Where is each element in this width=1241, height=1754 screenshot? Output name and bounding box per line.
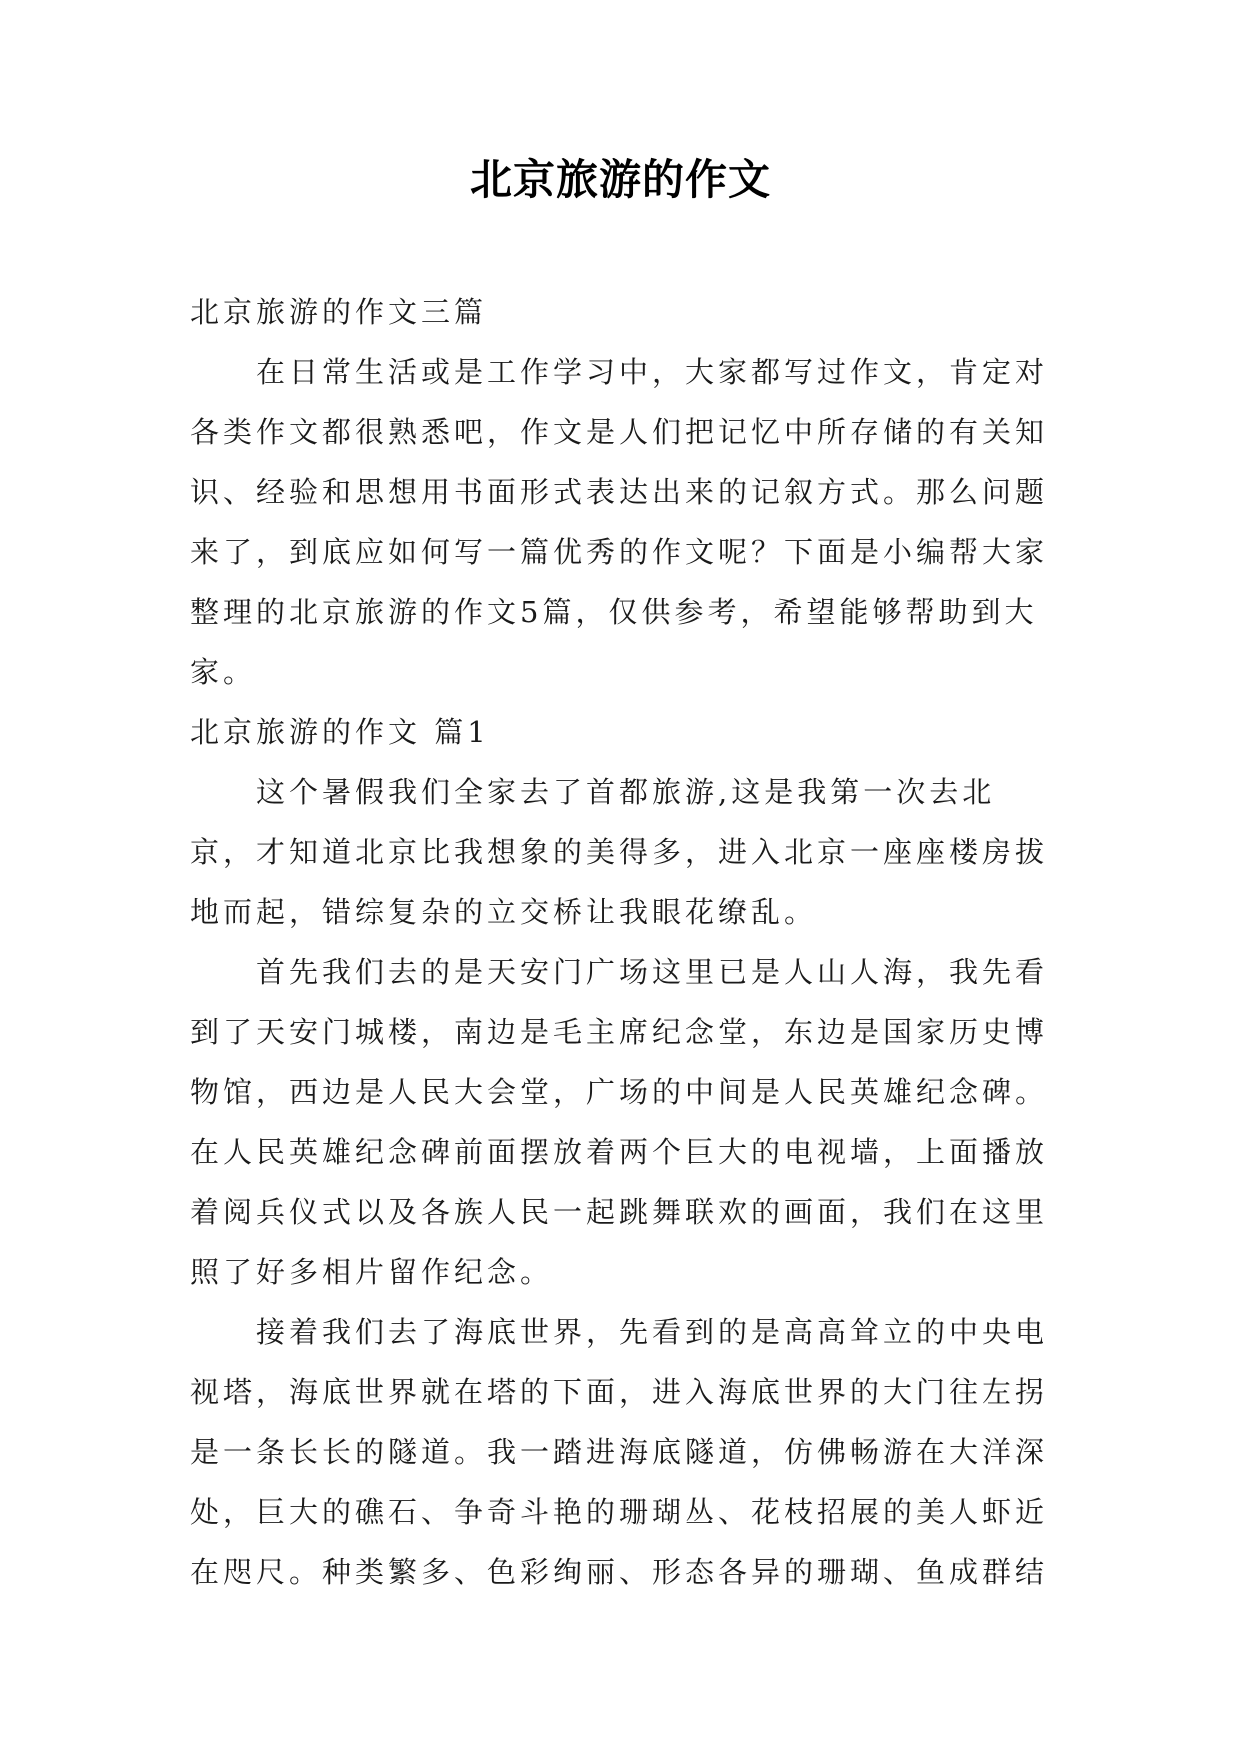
section-heading: 北京旅游的作文 篇1 bbox=[190, 715, 490, 749]
document-subtitle: 北京旅游的作文三篇 bbox=[190, 295, 488, 329]
intro-paragraph: 在日常生活或是工作学习中，大家都写过作文，肯定对各类作文都很熟悉吧，作文是人们把记忆中所存储的有关知识、经验和思想用书面形式表达出来的记叙方式。那么问题来了，到底应如何写一篇优秀的作文呢？下面是小编帮大家整理的北京旅游的作文5篇，仅供参考，希望能够帮助到大家。 bbox=[190, 355, 1049, 689]
body-paragraph: 首先我们去的是天安门广场这里已是人山人海，我先看到了天安门城楼，南边是毛主席纪念堂，东边是国家历史博物馆，西边是人民大会堂，广场的中间是人民英雄纪念碑。在人民英雄纪念碑前面摆放着两个巨大的电视墙，上面播放着阅兵仪式以及各族人民一起跳舞联欢的画面，我们在这里照了好多相片留作纪念。 bbox=[190, 955, 1049, 1289]
document-title: 北京旅游的作文 bbox=[469, 155, 771, 204]
body-paragraph: 接着我们去了海底世界，先看到的是高高耸立的中央电视塔，海底世界就在塔的下面，进入海底世界的大门往左拐是一条长长的隧道。我一踏进海底隧道，仿佛畅游在大洋深处，巨大的礁石、争奇斗艳的珊瑚丛、花枝招展的美人虾近在咫尺。种类繁多、色彩绚丽、形态各异的珊瑚、鱼成群结 bbox=[190, 1315, 1049, 1589]
document-body bbox=[190, 282, 1050, 1602]
body-paragraph: 这个暑假我们全家去了首都旅游,这是我第一次去北京，才知道北京比我想象的美得多，进入北京一座座楼房拔地而起，错综复杂的立交桥让我眼花缭乱。 bbox=[190, 775, 1049, 929]
